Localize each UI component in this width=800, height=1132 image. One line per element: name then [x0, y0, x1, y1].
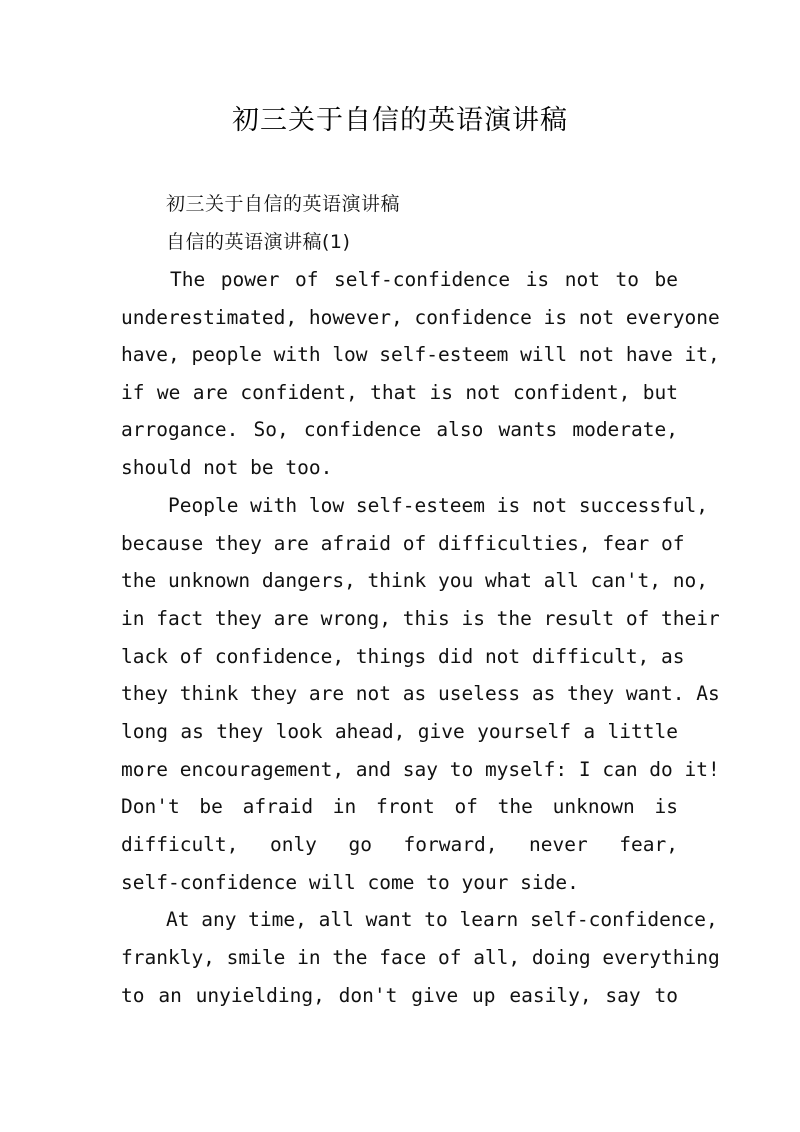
document-title: 初三关于自信的英语演讲稿 — [232, 105, 568, 136]
subtitle-line: 初三关于自信的英语演讲稿 — [166, 193, 401, 215]
body-line: more encouragement, and say to myself: I can do it! — [121, 758, 720, 781]
body-line: difficult, only go forward, never fear, — [121, 833, 678, 856]
body-line: if we are confident, that is not confident, but — [121, 381, 678, 404]
body-line: should not be too. — [121, 456, 333, 479]
body-line: long as they look ahead, give yourself a little — [121, 720, 678, 743]
body-line: to an unyielding, don't give up easily, say to — [121, 984, 678, 1007]
body-line: lack of confidence, things did not difficult, as — [121, 645, 685, 668]
body-line: the unknown dangers, think you what all can't, no, — [121, 569, 708, 592]
body-line: frankly, smile in the face of all, doing everything — [121, 946, 720, 969]
body-line: underestimated, however, confidence is not everyone — [121, 306, 720, 329]
body-line: arrogance. So, confidence also wants moderate, — [121, 418, 678, 441]
body-line: self-confidence will come to your side. — [121, 871, 579, 894]
body-line: in fact they are wrong, this is the result of their — [121, 607, 720, 630]
body-line: People with low self-esteem is not successful, — [168, 494, 709, 517]
body-line: Don't be afraid in front of the unknown is — [121, 795, 678, 818]
body-line: At any time, all want to learn self-confidence, — [166, 908, 718, 931]
body-line: The power of self-confidence is not to be — [170, 268, 678, 291]
body-line: they think they are not as useless as they want. As — [121, 682, 720, 705]
body-line: because they are afraid of difficulties, fear of — [121, 532, 685, 555]
section-heading: 自信的英语演讲稿(1) — [166, 231, 351, 253]
body-line: have, people with low self-esteem will not have it, — [121, 343, 720, 366]
